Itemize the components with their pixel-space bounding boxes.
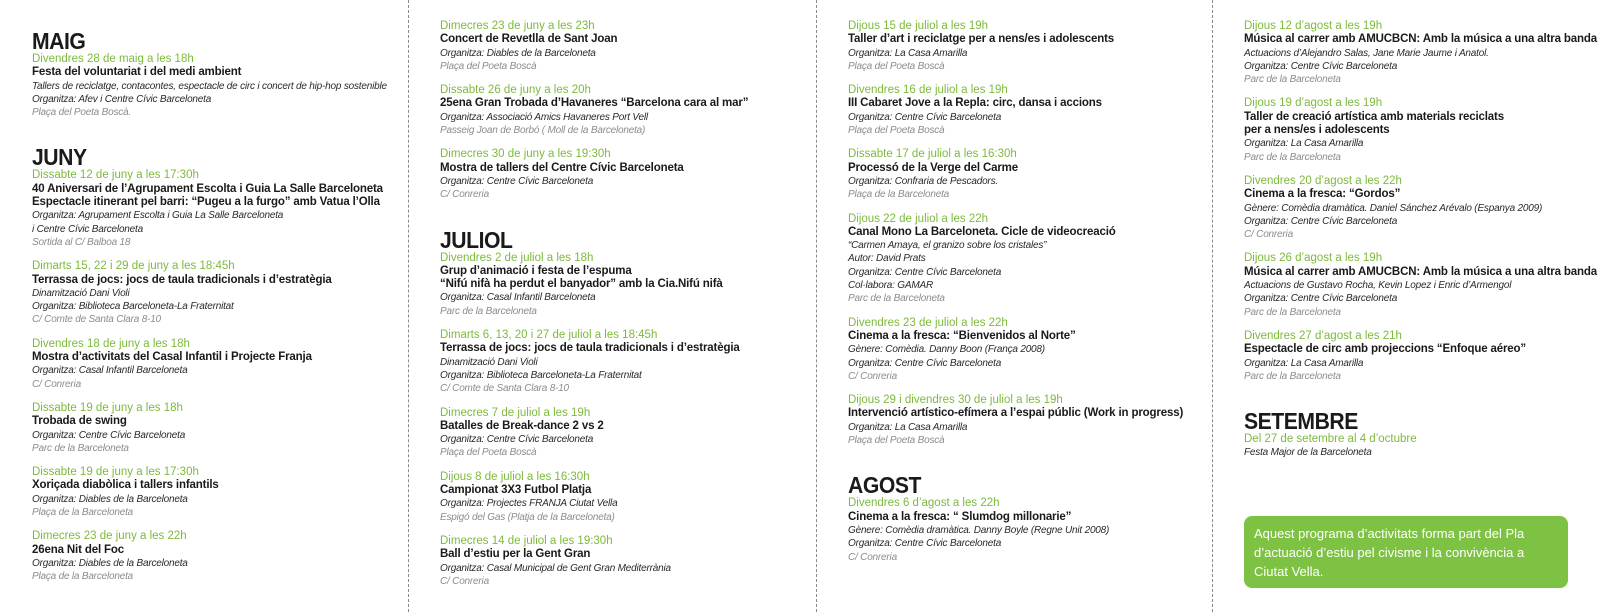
- month-heading: JULIOL: [440, 226, 513, 253]
- event-date: Dimecres 23 de juny a les 22h: [32, 530, 187, 543]
- event-detail: Organitza: Biblioteca Barceloneta-La Fraternitat: [440, 369, 642, 381]
- event-title: Campionat 3X3 Futbol Platja: [440, 484, 592, 497]
- event-location: C/ Conreria: [1244, 229, 1293, 241]
- event-title: Cinema a la fresca: “ Slumdog millonarie”: [848, 510, 1072, 523]
- event-detail: Organitza: Projectes FRANJA Ciutat Vella: [440, 498, 618, 510]
- event-date: Dimarts 6, 13, 20 i 27 de juliol a les 18:45h: [440, 329, 658, 342]
- event-title: Mostra d’activitats del Casal Infantil i Projecte Franja: [32, 351, 312, 364]
- event-title: Taller d’art i reciclatge per a nens/es i adolescents: [848, 33, 1115, 46]
- event-title: Canal Mono La Barceloneta. Cicle de videocreació: [848, 225, 1116, 238]
- event-date: Dijous 22 de juliol a les 22h: [848, 212, 989, 225]
- event-detail: Organitza: Centre Cívic Barceloneta: [1244, 215, 1398, 227]
- event-title: Batalles de Break-dance 2 vs 2: [440, 419, 604, 432]
- event-title: Processó de la Verge del Carme: [848, 161, 1019, 174]
- event-date: Divendres 28 de maig a les 18h: [32, 53, 194, 65]
- event-title: Taller de creació artística amb materials reciclats: [1244, 110, 1504, 123]
- event-title: “Nifú nifà ha perdut el banyador” amb la Cia.Nifú nifà: [440, 278, 723, 291]
- event-detail: Gènere: Comèdia. Danny Boon (França 2008): [848, 344, 1045, 356]
- event-item: [32, 169, 392, 249]
- program-notice-box: [1244, 516, 1568, 588]
- event-title: Festa del voluntariat i del medi ambient: [32, 66, 242, 79]
- event-item: [32, 466, 392, 519]
- event-date: Dissabte 26 de juny a les 20h: [440, 84, 591, 97]
- event-location: C/ Comte de Santa Clara 8-10: [32, 314, 161, 326]
- event-title: Intervenció artístico-efímera a l’espai públic (Work in progress): [848, 407, 1184, 420]
- event-title: Grup d’animació i festa de l’espuma: [440, 264, 632, 277]
- event-date: Dimecres 7 de juliol a les 19h: [440, 406, 591, 419]
- event-date: Dimecres 30 de juny a les 19:30h: [440, 148, 611, 161]
- program-notice-text: Aquest programa d’activitats forma part del Pla d’actuació d’estiu pel civisme i la convivència a Ciutat Vella.: [1254, 526, 1525, 579]
- event-location: Parc de la Barceloneta: [1244, 151, 1341, 163]
- event-location: Espigó del Gas (Platja de la Barceloneta): [440, 511, 615, 523]
- event-item: [440, 535, 800, 588]
- event-location: C/ Conreria: [32, 378, 81, 390]
- event-title: 25ena Gran Trobada d’Havaneres “Barcelona cara al mar”: [440, 97, 749, 110]
- event-title: Trobada de swing: [32, 415, 127, 428]
- event-detail: Dinamització Dani Violi: [32, 287, 130, 299]
- event-title: Música al carrer amb AMUCBCN: Amb la música a una altra banda: [1244, 33, 1597, 46]
- event-title: Espectacle itinerant pel barri: “Pugeu a la furgo” amb Vatua l’Olla: [32, 196, 380, 209]
- event-detail: “Carmen Amaya, el granizo sobre los cristales”: [848, 240, 1047, 252]
- event-detail: Organitza: La Casa Amarilla: [848, 47, 968, 59]
- event-date: Divendres 27 d’agost a les 21h: [1244, 329, 1402, 342]
- event-date: Dissabte 12 de juny a les 17:30h: [32, 169, 199, 182]
- event-item: [1244, 433, 1580, 460]
- event-date: Dijous 8 de juliol a les 16:30h: [440, 470, 590, 483]
- event-detail: Organitza: Afev i Centre Cívic Barceloneta: [32, 93, 212, 105]
- event-detail: Gènere: Comèdia dramàtica. Daniel Sánchez Arévalo (Espanya 2009): [1244, 202, 1543, 214]
- event-item: [848, 20, 1208, 73]
- event-item: [1244, 175, 1580, 241]
- event-detail: Organitza: Centre Cívic Barceloneta: [440, 434, 594, 446]
- column-divider: [1212, 0, 1213, 612]
- event-location: Plaça del Poeta Boscà: [440, 447, 537, 459]
- event-date: Dijous 19 d’agost a les 19h: [1244, 97, 1383, 110]
- event-location: Parc de la Barceloneta: [1244, 370, 1341, 382]
- event-detail: i Centre Cívic Barceloneta: [32, 223, 143, 235]
- event-item: [440, 252, 800, 318]
- event-item: [440, 329, 800, 395]
- event-item: [32, 402, 392, 455]
- event-detail: Organitza: La Casa Amarilla: [848, 421, 968, 433]
- schedule-column-2: [440, 0, 800, 612]
- event-item: [440, 84, 800, 137]
- schedule-column-3: [848, 0, 1208, 612]
- event-item: [440, 148, 800, 201]
- month-heading: AGOST: [848, 472, 921, 499]
- event-item: [848, 317, 1208, 383]
- event-location: Passeig Joan de Borbó ( Moll de la Barceloneta): [440, 125, 646, 137]
- event-date: Dimecres 14 de juliol a les 19:30h: [440, 534, 613, 547]
- event-detail: Col·labora: GAMAR: [848, 280, 933, 292]
- event-title: Xoriçada diabòlica i tallers infantils: [32, 479, 219, 492]
- event-item: [848, 394, 1208, 447]
- event-location: C/ Conreria: [440, 575, 489, 587]
- event-detail: Organitza: Casal Infantil Barceloneta: [32, 365, 188, 377]
- event-location: C/ Conreria: [440, 189, 489, 201]
- event-date: Dimecres 23 de juny a les 23h: [440, 20, 595, 32]
- event-date: Dijous 26 d’agost a les 19h: [1244, 252, 1383, 265]
- schedule-column-1: [32, 0, 392, 612]
- event-item: [848, 497, 1208, 563]
- event-title: Música al carrer amb AMUCBCN: Amb la música a una altra banda: [1244, 265, 1597, 278]
- event-date: Dijous 29 i divendres 30 de juliol a les 19h: [848, 394, 1063, 407]
- event-detail: Organitza: Diables de la Barceloneta: [440, 47, 596, 59]
- event-title: Concert de Revetlla de Sant Joan: [440, 33, 618, 46]
- event-detail: Organitza: Casal Municipal de Gent Gran Mediterrània: [440, 562, 671, 574]
- event-item: [848, 84, 1208, 137]
- event-location: Parc de la Barceloneta: [1244, 74, 1341, 86]
- event-title: Terrassa de jocs: jocs de taula tradicionals i d’estratègia: [440, 342, 740, 355]
- event-location: Plaça de la Barceloneta: [32, 507, 134, 519]
- event-date: Divendres 23 de juliol a les 22h: [848, 316, 1008, 329]
- event-detail: Dinamització Dani Violi: [440, 356, 538, 368]
- column-divider: [408, 0, 409, 612]
- month-heading: MAIG: [32, 28, 86, 54]
- event-date: Divendres 16 de juliol a les 19h: [848, 84, 1008, 97]
- month-heading: SETEMBRE: [1244, 408, 1358, 435]
- event-location: Parc de la Barceloneta: [32, 442, 129, 454]
- event-detail: Actuacions d’Alejandro Salas, Jane Marie Jaume i Anatol.: [1244, 47, 1489, 59]
- event-location: C/ Conreria: [848, 370, 897, 382]
- event-date: Dimarts 15, 22 i 29 de juny a les 18:45h: [32, 260, 235, 273]
- event-detail: Festa Major de la Barceloneta: [1244, 447, 1372, 459]
- event-item: [440, 471, 800, 524]
- column-divider: [816, 0, 817, 612]
- event-location: Plaça del Poeta Boscà: [848, 125, 945, 137]
- event-detail: Organitza: Centre Cívic Barceloneta: [848, 111, 1002, 123]
- event-detail: Organitza: Diables de la Barceloneta: [32, 557, 188, 569]
- event-detail: Organitza: Centre Cívic Barceloneta: [848, 357, 1002, 369]
- event-detail: Autor: David Prats: [848, 253, 926, 265]
- event-date: Divendres 6 d’agost a les 22h: [848, 497, 1000, 510]
- event-item: [848, 213, 1208, 306]
- event-title: 40 Aniversari de l’Agrupament Escolta i Guia La Salle Barceloneta: [32, 182, 383, 195]
- event-detail: Organitza: Biblioteca Barceloneta-La Fraternitat: [32, 301, 234, 313]
- event-item: [32, 530, 392, 583]
- event-location: Plaça del Poeta Boscà: [848, 60, 945, 72]
- event-detail: Organitza: La Casa Amarilla: [1244, 138, 1364, 150]
- event-detail: Organitza: Agrupament Escolta i Guia La Salle Barceloneta: [32, 210, 284, 222]
- event-detail: Organitza: Centre Cívic Barceloneta: [440, 175, 594, 187]
- event-detail: Organitza: Centre Cívic Barceloneta: [32, 429, 186, 441]
- event-item: [32, 260, 392, 326]
- event-detail: Organitza: Centre Cívic Barceloneta: [848, 266, 1002, 278]
- event-location: Parc de la Barceloneta: [440, 305, 537, 317]
- event-item: [848, 148, 1208, 201]
- event-detail: Organitza: Centre Cívic Barceloneta: [848, 538, 1002, 550]
- event-location: Parc de la Barceloneta: [1244, 306, 1341, 318]
- event-location: Sortida al C/ Balboa 18: [32, 236, 131, 248]
- event-item: [1244, 330, 1580, 383]
- event-item: [1244, 20, 1597, 86]
- event-location: C/ Conreria: [848, 551, 897, 563]
- event-location: Plaça de la Barceloneta: [32, 571, 134, 583]
- event-detail: Gènere: Comèdia dramàtica. Danny Boyle (Regne Unit 2008): [848, 524, 1110, 536]
- event-detail: Actuacions de Gustavo Rocha, Kevin Lopez i Enric d’Armengol: [1244, 280, 1512, 292]
- event-title: Ball d’estiu per la Gent Gran: [440, 548, 591, 561]
- event-detail: Organitza: Associació Amics Havaneres Port Vell: [440, 111, 648, 123]
- event-item: [32, 53, 392, 119]
- event-detail: Organitza: Casal Infantil Barceloneta: [440, 292, 596, 304]
- event-title: Cinema a la fresca: “Bienvenidos al Norte”: [848, 329, 1076, 342]
- month-heading: JUNY: [32, 144, 87, 171]
- event-title: Mostra de tallers del Centre Cívic Barceloneta: [440, 161, 684, 174]
- event-date: Dissabte 17 de juliol a les 16:30h: [848, 148, 1017, 161]
- event-item: [440, 20, 800, 73]
- event-title: III Cabaret Jove a la Repla: circ, dansa i accions: [848, 97, 1102, 110]
- event-detail: Organitza: Diables de la Barceloneta: [32, 493, 188, 505]
- event-detail: Organitza: Centre Cívic Barceloneta: [1244, 293, 1398, 305]
- event-detail: Organitza: La Casa Amarilla: [1244, 357, 1364, 369]
- event-location: Plaça del Poeta Boscà: [848, 435, 945, 447]
- event-date: Dissabte 19 de juny a les 18h: [32, 401, 183, 414]
- event-date: Dissabte 19 de juny a les 17:30h: [32, 466, 199, 479]
- event-date: Divendres 18 de juny a les 18h: [32, 337, 190, 350]
- event-title: Espectacle de circ amb projeccions “Enfoque aéreo”: [1244, 343, 1527, 356]
- event-title: Cinema a la fresca: “Gordos”: [1244, 188, 1401, 201]
- event-location: Plaça del Poeta Boscà: [440, 60, 537, 72]
- event-detail: Tallers de reciclatge, contacontes, espectacle de circ i concert de hip-hop sostenible: [32, 80, 387, 92]
- event-detail: Organitza: Centre Cívic Barceloneta: [1244, 60, 1398, 72]
- event-title: per a nens/es i adolescents: [1244, 124, 1390, 137]
- event-date: Del 27 de setembre al 4 d’octubre: [1244, 433, 1417, 446]
- event-title: 26ena Nit del Foc: [32, 543, 125, 556]
- event-location: Plaça de la Barceloneta: [848, 189, 950, 201]
- event-item: [1244, 252, 1597, 318]
- event-detail: Organitza: Confraria de Pescadors.: [848, 175, 998, 187]
- event-item: [440, 407, 800, 460]
- event-location: Plaça del Poeta Boscà.: [32, 107, 131, 119]
- event-date: Dijous 12 d’agost a les 19h: [1244, 20, 1383, 32]
- event-date: Divendres 2 de juliol a les 18h: [440, 251, 594, 264]
- event-location: Parc de la Barceloneta: [848, 293, 945, 305]
- event-item: [32, 338, 392, 391]
- event-item: [1244, 97, 1580, 163]
- event-title: Terrassa de jocs: jocs de taula tradicionals i d’estratègia: [32, 273, 332, 286]
- event-location: C/ Comte de Santa Clara 8-10: [440, 383, 569, 395]
- event-date: Divendres 20 d’agost a les 22h: [1244, 174, 1402, 187]
- event-date: Dijous 15 de juliol a les 19h: [848, 20, 989, 32]
